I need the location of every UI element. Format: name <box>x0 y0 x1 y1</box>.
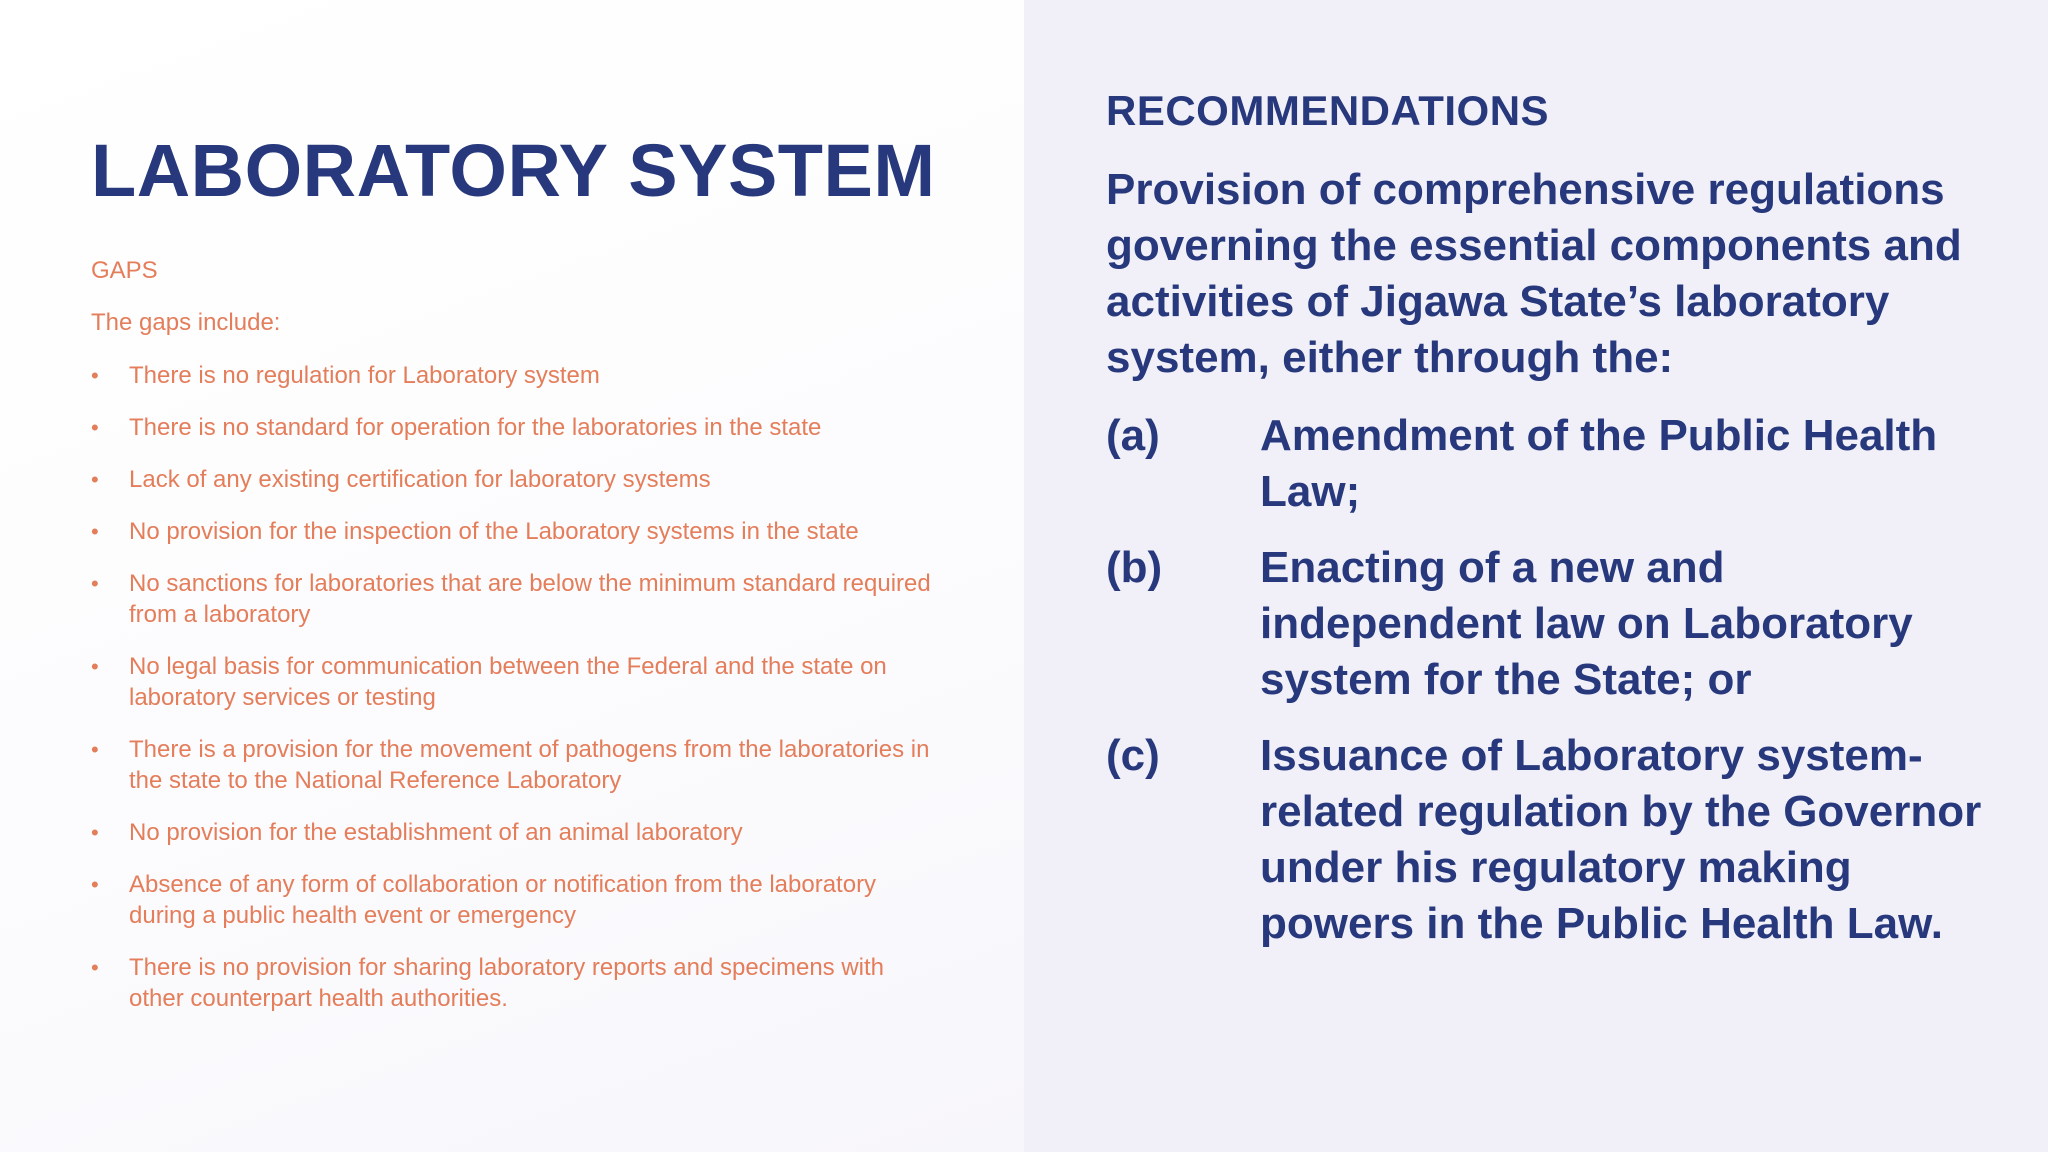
gaps-intro: The gaps include: <box>91 309 281 336</box>
gap-item-text: No provision for the establishment of an animal laboratory <box>129 819 743 846</box>
bullet-icon: • <box>91 737 99 762</box>
option-text: Amendment of the Public Health Law; <box>1260 411 1938 516</box>
gap-item-text: There is no regulation for Laboratory system <box>129 362 600 389</box>
gap-item-text: Absence of any form of collaboration or notification from the laboratory during a public health event or emergency <box>129 871 877 929</box>
gap-item <box>91 412 941 443</box>
gap-item <box>91 568 941 630</box>
option-marker: (a) <box>1106 411 1160 460</box>
bullet-icon: • <box>91 571 99 596</box>
bullet-icon: • <box>91 820 99 845</box>
gaps-heading: GAPS <box>91 257 158 284</box>
gap-item <box>91 360 941 391</box>
bullet-icon: • <box>91 519 99 544</box>
gap-item-text: Lack of any existing certification for laboratory systems <box>129 466 711 493</box>
gap-item <box>91 464 941 495</box>
bullet-icon: • <box>91 654 99 679</box>
gap-item <box>91 869 941 931</box>
option-text: Enacting of a new and independent law on Laboratory system for the State; or <box>1260 543 1913 704</box>
bullet-icon: • <box>91 955 99 980</box>
gap-item-text: No provision for the inspection of the Laboratory systems in the state <box>129 518 859 545</box>
gap-item-text: No sanctions for laboratories that are below the minimum standard required from a laboratory <box>129 570 931 628</box>
gap-item-text: There is a provision for the movement of pathogens from the laboratories in the state to the National Reference Laboratory <box>129 736 930 794</box>
slide-title: LABORATORY SYSTEM <box>91 129 936 212</box>
gap-item <box>91 952 941 1014</box>
recommendations-body: Provision of comprehensive regulations governing the essential components and activities of Jigawa State’s laboratory system, either through the: <box>1106 165 1962 382</box>
gap-item <box>91 516 941 547</box>
gap-item-text: There is no standard for operation for the laboratories in the state <box>129 414 822 441</box>
gap-item-text: There is no provision for sharing laboratory reports and specimens with other counterpart health authorities. <box>129 954 885 1012</box>
gap-item <box>91 651 941 713</box>
option-marker: (b) <box>1106 543 1163 592</box>
recommendation-option-c <box>1106 728 1986 952</box>
gaps-list <box>91 360 941 1035</box>
gap-item <box>91 734 941 796</box>
bullet-icon: • <box>91 872 99 897</box>
recommendations-heading: RECOMMENDATIONS <box>1106 87 1550 134</box>
recommendation-option-b <box>1106 540 1986 708</box>
gap-item-text: No legal basis for communication between the Federal and the state on laboratory services or testing <box>129 653 887 711</box>
recommendation-option-a <box>1106 408 1986 520</box>
bullet-icon: • <box>91 415 99 440</box>
option-marker: (c) <box>1106 731 1160 780</box>
bullet-icon: • <box>91 363 99 388</box>
bullet-icon: • <box>91 467 99 492</box>
gap-item <box>91 817 941 848</box>
recommendation-options <box>1106 408 1986 972</box>
option-text: Issuance of Laboratory system-related regulation by the Governor under his regulatory making powers in the Public Health Law. <box>1260 731 1982 948</box>
